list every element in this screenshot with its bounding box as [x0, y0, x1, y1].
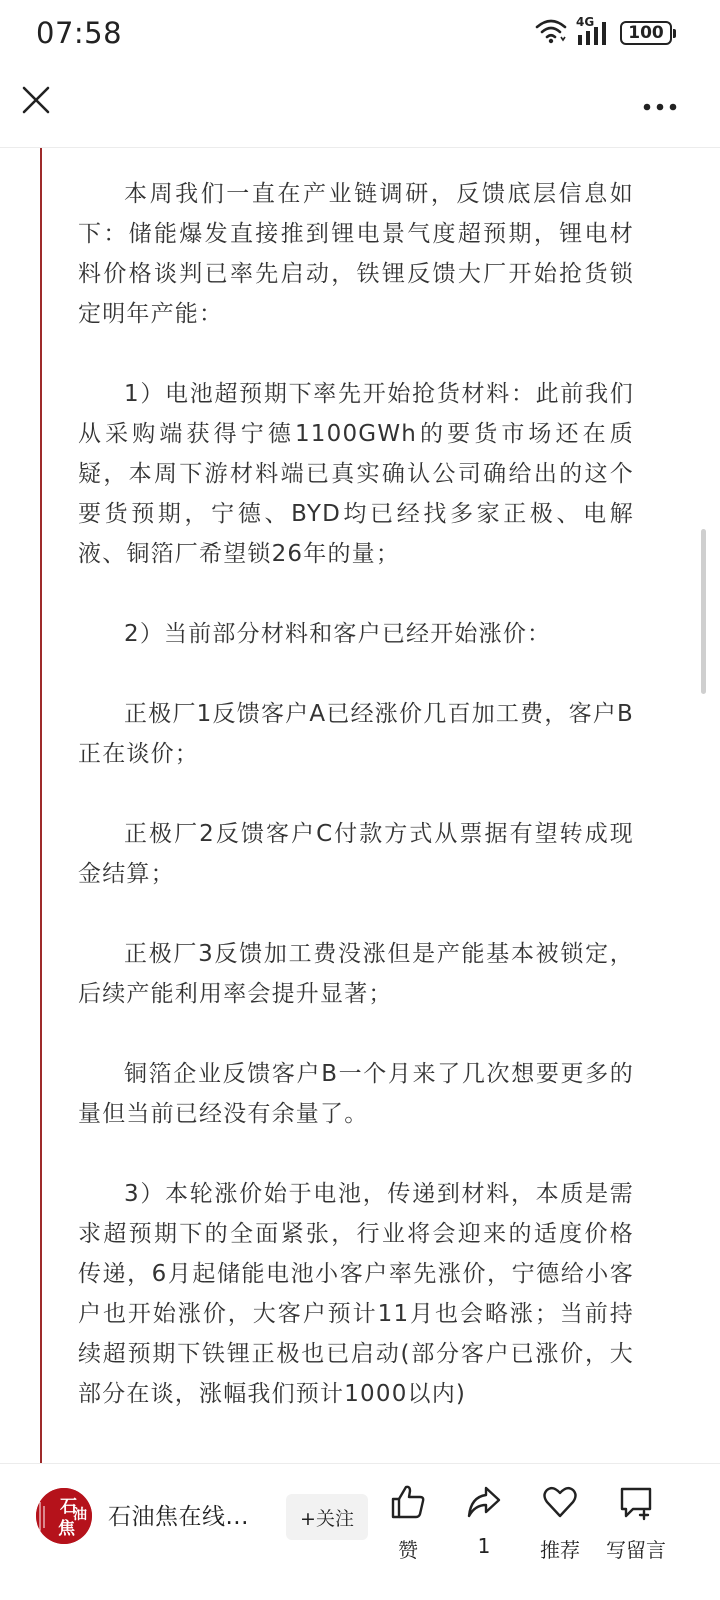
battery-level: 100	[628, 22, 664, 43]
network-type: 4G	[576, 15, 595, 29]
share-button[interactable]	[444, 1482, 524, 1558]
author-name[interactable]: 石油焦在线...	[108, 1504, 249, 1530]
avatar-logo-icon	[36, 1488, 92, 1544]
close-button[interactable]	[16, 82, 56, 122]
battery-icon	[620, 21, 672, 45]
status-bar	[0, 0, 720, 70]
svg-text:焦: 焦	[58, 1519, 75, 1539]
avatar[interactable]	[36, 1488, 92, 1544]
close-icon	[21, 85, 51, 119]
like-button[interactable]	[368, 1482, 448, 1563]
comment-icon	[616, 1482, 656, 1522]
thumbs-up-icon	[388, 1482, 428, 1522]
share-count: 1	[477, 1534, 491, 1558]
recommend-button[interactable]	[520, 1482, 600, 1563]
signal-icon	[576, 15, 612, 47]
svg-text:石: 石	[60, 1497, 77, 1517]
scrollbar[interactable]	[701, 529, 706, 694]
quote-accent-line	[40, 148, 42, 1463]
status-icons	[534, 15, 672, 48]
heart-icon	[540, 1482, 580, 1522]
svg-text:油: 油	[73, 1507, 87, 1523]
paragraph-copper-foil: 铜箔企业反馈客户B一个月来了几次想要更多的量但当前已经没有余量了。	[78, 1061, 634, 1127]
top-nav-bar	[0, 70, 720, 148]
paragraph-cathode-1: 正极厂1反馈客户A已经涨价几百加工费，客户B正在谈价；	[78, 701, 634, 767]
bottom-action-bar	[0, 1463, 720, 1600]
article-content	[78, 174, 634, 1454]
comment-button[interactable]	[596, 1482, 676, 1563]
paragraph-point-1: 1）电池超预期下率先开始抢货材料：此前我们从采购端获得宁德1100GWh的要货市场还在质疑，本周下游材料端已真实确认公司确给出的这个要货预期，宁德、BYD均已经找多家正极、电解液、铜箔厂希望锁26年的量；	[78, 381, 634, 567]
paragraph-point-3: 3）本轮涨价始于电池，传递到材料，本质是需求超预期下的全面紧张，行业将会迎来的适度价格传递，6月起储能电池小客户率先涨价，宁德给小客户也开始涨价，大客户预计11月也会略涨；当前持续超预期下铁锂正极也已启动(部分客户已涨价，大部分在谈，涨幅我们预计1000以内)	[78, 1181, 634, 1407]
paragraph-cathode-3: 正极厂3反馈加工费没涨但是产能基本被锁定，后续产能利用率会提升显著；	[78, 941, 634, 1007]
share-icon	[464, 1482, 504, 1522]
wifi-icon	[534, 18, 568, 48]
paragraph-intro: 本周我们一直在产业链调研，反馈底层信息如下：储能爆发直接推到锂电景气度超预期，锂电材料价格谈判已率先启动，铁锂反馈大厂开始抢货锁定明年产能：	[78, 181, 634, 327]
more-button[interactable]	[640, 90, 680, 120]
recommend-label: 推荐	[540, 1538, 580, 1562]
like-label: 赞	[398, 1538, 418, 1562]
status-time: 07:58	[36, 16, 123, 50]
paragraph-point-2: 2）当前部分材料和客户已经开始涨价：	[124, 621, 552, 647]
paragraph-cathode-2: 正极厂2反馈客户C付款方式从票据有望转成现金结算；	[78, 821, 634, 887]
follow-button[interactable]: +关注	[286, 1494, 368, 1540]
more-icon	[643, 96, 677, 115]
article-body[interactable]	[0, 148, 720, 1463]
comment-label: 写留言	[606, 1538, 666, 1562]
